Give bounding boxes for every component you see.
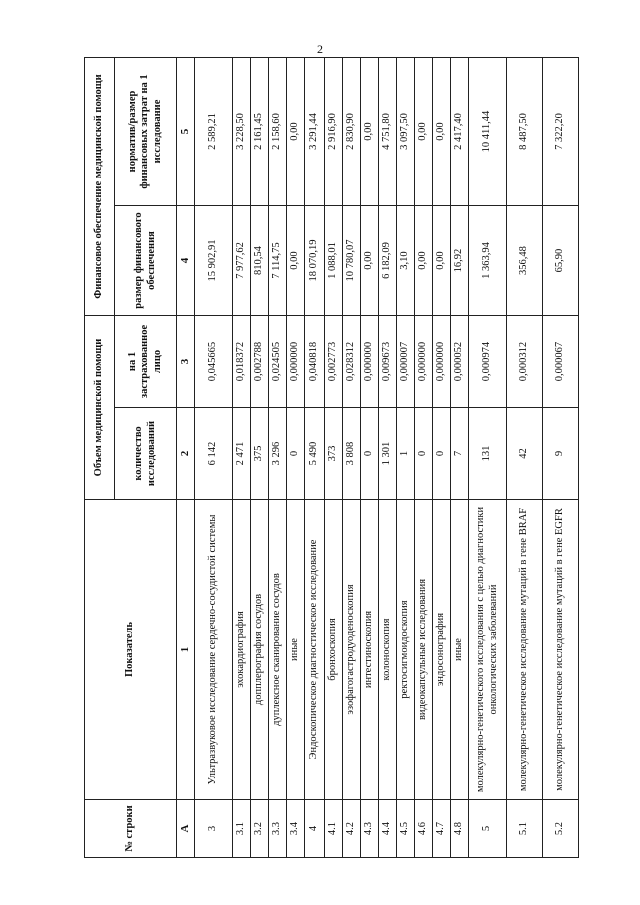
indicator-cell: иные: [287, 500, 305, 800]
finance-size-cell: 18 070,19: [305, 206, 325, 316]
row-number-cell: 4: [305, 800, 325, 858]
indicator-cell: Эндоскопическое диагностическое исследование: [305, 500, 325, 800]
row-number-cell: 4.1: [325, 800, 343, 858]
indicator-cell: бронхоскопия: [325, 500, 343, 800]
per-insured-cell: 0,002773: [325, 316, 343, 408]
norm-cell: 2 830,90: [343, 57, 361, 205]
table-row: [251, 57, 269, 857]
table-row: [397, 57, 415, 857]
per-insured-cell: 0,000000: [361, 316, 379, 408]
row-number-cell: 5.2: [543, 800, 579, 858]
norm-cell: 2 161,45: [251, 57, 269, 205]
count-cell: 375: [251, 408, 269, 500]
finance-size-cell: 7 114,75: [269, 206, 287, 316]
indicator-cell: эхокардиография: [233, 500, 251, 800]
finance-size-cell: 0,00: [415, 206, 433, 316]
row-number-cell: 3.3: [269, 800, 287, 858]
count-cell: 131: [469, 408, 507, 500]
indicator-cell: дуплексное сканирование сосудов: [269, 500, 287, 800]
indicator-cell: молекулярно-генетическое исследование мутаций в гене BRAF: [507, 500, 543, 800]
count-cell: 0: [415, 408, 433, 500]
table-row: [233, 57, 251, 857]
per-insured-cell: 0,009673: [379, 316, 397, 408]
table-row: [379, 57, 397, 857]
per-insured-cell: 0,000000: [415, 316, 433, 408]
per-insured-cell: 0,000312: [507, 316, 543, 408]
per-insured-cell: 0,000052: [451, 316, 469, 408]
row-number-cell: 5.1: [507, 800, 543, 858]
row-number-cell: 3.1: [233, 800, 251, 858]
table-row: [269, 57, 287, 857]
norm-cell: 8 487,50: [507, 57, 543, 205]
count-cell: 7: [451, 408, 469, 500]
per-insured-cell: 0,000000: [433, 316, 451, 408]
table-row: [305, 57, 325, 857]
header-norm: норматив/размер финансовых затрат на 1 исследование: [115, 57, 177, 205]
row-number-cell: 4.3: [361, 800, 379, 858]
indicator-cell: молекулярно-генетического исследования с целью диагностики онкологических заболеваний: [469, 500, 507, 800]
header-row-number: № строки: [85, 800, 177, 858]
row-number-cell: 5: [469, 800, 507, 858]
norm-cell: 4 751,80: [379, 57, 397, 205]
row-number-cell: 3.4: [287, 800, 305, 858]
indicator-cell: иные: [451, 500, 469, 800]
index-cell: 1: [177, 500, 195, 800]
header-per-insured: на 1 застрахованное лицо: [115, 316, 177, 408]
norm-cell: 7 322,20: [543, 57, 579, 205]
indicator-cell: допплерография сосудов: [251, 500, 269, 800]
page-number: 2: [317, 42, 323, 56]
row-number-cell: 4.4: [379, 800, 397, 858]
row-number-cell: 4.5: [397, 800, 415, 858]
index-cell: 2: [177, 408, 195, 500]
header-finance-group: Финансовое обеспечение медицинской помощи: [85, 57, 115, 315]
table-row: [451, 57, 469, 857]
indicator-cell: ректосигмоидоскопия: [397, 500, 415, 800]
header-volume-group: Объем медицинской помощи: [85, 316, 115, 500]
norm-cell: 2 417,40: [451, 57, 469, 205]
finance-size-cell: 356,48: [507, 206, 543, 316]
finance-size-cell: 810,54: [251, 206, 269, 316]
index-cell: 3: [177, 316, 195, 408]
count-cell: 6 142: [195, 408, 233, 500]
header-count: количество исследований: [115, 408, 177, 500]
indicator-cell: эндосонография: [433, 500, 451, 800]
per-insured-cell: 0,024505: [269, 316, 287, 408]
table-row: [195, 57, 233, 857]
per-insured-cell: 0,002788: [251, 316, 269, 408]
norm-cell: 0,00: [361, 57, 379, 205]
table-row: [415, 57, 433, 857]
finance-size-cell: 16,92: [451, 206, 469, 316]
norm-cell: 2 158,60: [269, 57, 287, 205]
count-cell: 9: [543, 408, 579, 500]
count-cell: 0: [361, 408, 379, 500]
per-insured-cell: 0,028312: [343, 316, 361, 408]
index-cell: А: [177, 800, 195, 858]
per-insured-cell: 0,018372: [233, 316, 251, 408]
per-insured-cell: 0,000067: [543, 316, 579, 408]
finance-size-cell: 15 902,91: [195, 206, 233, 316]
finance-size-cell: 0,00: [361, 206, 379, 316]
norm-cell: 2 589,21: [195, 57, 233, 205]
header-finance-size: размер финансового обеспечения: [115, 206, 177, 316]
norm-cell: 3 228,50: [233, 57, 251, 205]
per-insured-cell: 0,040818: [305, 316, 325, 408]
index-cell: 4: [177, 206, 195, 316]
finance-size-cell: 0,00: [287, 206, 305, 316]
table-row: [469, 57, 507, 857]
row-number-cell: 4.8: [451, 800, 469, 858]
finance-size-cell: 0,00: [433, 206, 451, 316]
count-cell: 2 471: [233, 408, 251, 500]
row-number-cell: 4.2: [343, 800, 361, 858]
finance-size-cell: 6 182,09: [379, 206, 397, 316]
header-indicator: Показатель: [85, 500, 177, 800]
per-insured-cell: 0,000974: [469, 316, 507, 408]
indicator-cell: молекулярно-генетическое исследование мутаций в гене EGFR: [543, 500, 579, 800]
count-cell: 5 490: [305, 408, 325, 500]
table-row: [287, 57, 305, 857]
table-row: [433, 57, 451, 857]
norm-cell: 3 097,50: [397, 57, 415, 205]
count-cell: 42: [507, 408, 543, 500]
norm-cell: 0,00: [415, 57, 433, 205]
finance-size-cell: 1 088,01: [325, 206, 343, 316]
table-row: [543, 57, 579, 857]
norm-cell: 0,00: [287, 57, 305, 205]
table-row: [361, 57, 379, 857]
table-row: [325, 57, 343, 857]
indicator-cell: интестиноскопия: [361, 500, 379, 800]
table-row: [507, 57, 543, 857]
row-number-cell: 4.6: [415, 800, 433, 858]
count-cell: 0: [433, 408, 451, 500]
count-cell: 1 301: [379, 408, 397, 500]
finance-size-cell: 10 780,07: [343, 206, 361, 316]
norm-cell: 2 916,90: [325, 57, 343, 205]
table-body: [195, 57, 579, 857]
indicator-cell: Ультразвуковое исследование сердечно-сосудистой системы: [195, 500, 233, 800]
norm-cell: 3 291,44: [305, 57, 325, 205]
norm-cell: 10 411,44: [469, 57, 507, 205]
indicator-cell: колоноскопия: [379, 500, 397, 800]
index-cell: 5: [177, 57, 195, 205]
indicator-cell: видеокапсульные исследования: [415, 500, 433, 800]
finance-size-cell: 3,10: [397, 206, 415, 316]
count-cell: 1: [397, 408, 415, 500]
row-number-cell: 4.7: [433, 800, 451, 858]
count-cell: 3 808: [343, 408, 361, 500]
per-insured-cell: 0,045665: [195, 316, 233, 408]
per-insured-cell: 0,000007: [397, 316, 415, 408]
count-cell: 3 296: [269, 408, 287, 500]
count-cell: 373: [325, 408, 343, 500]
table-row: [343, 57, 361, 857]
finance-size-cell: 7 977,62: [233, 206, 251, 316]
finance-size-cell: 1 363,94: [469, 206, 507, 316]
indicator-cell: эзофагогастродуоденоскопия: [343, 500, 361, 800]
rotated-table-container: [84, 58, 566, 858]
row-number-cell: 3.2: [251, 800, 269, 858]
count-cell: 0: [287, 408, 305, 500]
per-insured-cell: 0,000000: [287, 316, 305, 408]
row-number-cell: 3: [195, 800, 233, 858]
medical-care-table: [84, 57, 579, 858]
norm-cell: 0,00: [433, 57, 451, 205]
finance-size-cell: 65,90: [543, 206, 579, 316]
